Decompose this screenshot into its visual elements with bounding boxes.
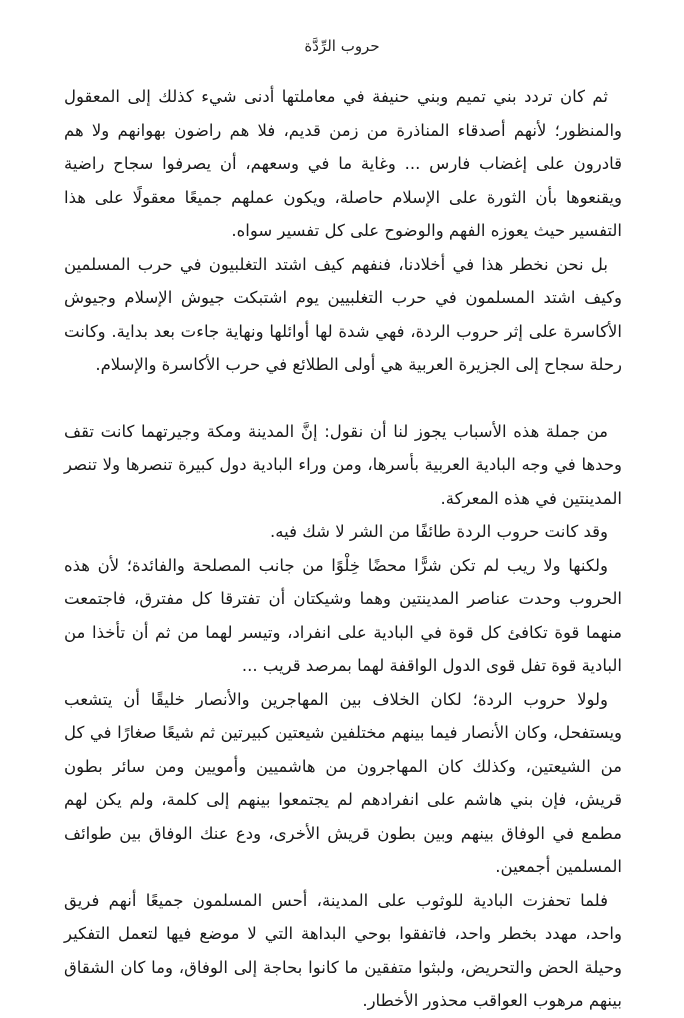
paragraph: فلما تحفزت البادية للوثوب على المدينة، أحس المسلمون جميعًا أنهم فريق واحد، مهدد بخطر واحد، فاتفقوا بوحي البداهة التي لا موضع فيها لتعمل التفكير وحيلة الحض والتحريض، ولبثوا متفقين ما كانوا بحاجة إلى الوفاق، وما كان الشقاق بينهم مرهوب العواقب محذور الأخطار. <box>64 890 622 1010</box>
paragraph: من جملة هذه الأسباب يجوز لنا أن نقول: إنَّ المدينة ومكة وجيرتهما كانت تقف وحدها في وجه البادية العربية بأسرها، ومن وراء البادية دول كبيرة تنصرها ولا تنصر المدينتين في هذه المعركة. <box>64 421 622 508</box>
paragraph: ولكنها ولا ريب لم تكن شرًّا محضًا خِلْوًا من جانب المصلحة والفائدة؛ لأن هذه الحروب وحدت عناصر المدينتين وهما وشيكتان أن تفترقا كل مفترق، فاجتمعت منهما قوة تكافئ كل قوة في البادية على انفراد، وتيسر لهما من ثم أن تأخذا من البادية قوة تفل قوى الدول الواقفة لهما بمرصد قريب ... <box>64 555 622 675</box>
body-text <box>64 80 622 1018</box>
running-header: حروب الرِّدَّة <box>304 37 380 55</box>
paragraph: ولولا حروب الردة؛ لكان الخلاف بين المهاجرين والأنصار خليقًا أن يتشعب ويستفحل، وكان الأنصار فيما بينهم مختلفين شيعتين كبيرتين ثم شيعًا صغارًا في كل من الشيعتين، وكذلك كان المهاجرون من هاشميين وأمويين ومن سائر بطون قريش، فإن بني هاشم على انفرادهم لم يجتمعوا بينهم إلى كلمة، ولم يكن لهم مطمع في الوفاق بينهم وبين بطون قريش الأخرى، ودع عنك الوفاق بين طوائف المسلمين أجمعين. <box>64 689 622 876</box>
paragraph: وقد كانت حروب الردة طائفًا من الشر لا شك فيه. <box>270 522 608 541</box>
paragraph: ثم كان تردد بني تميم وبني حنيفة في معاملتها أدنى شيء كذلك إلى المعقول والمنظور؛ لأنهم أصدقاء المناذرة من زمن قديم، فلا هم راضون بهوانهم ولا هم قادرون على إغضاب فارس ... وغاية ما في وسعهم، أن يصرفوا سجاح راضية ويقنعوها بأن الثورة على الإسلام حاصلة، ويكون عملهم جميعًا معقولًا على هذا التفسير حيث يعوزه الفهم والوضوح على كل تفسير سواه. <box>64 87 622 240</box>
paragraph: بل نحن نخطر هذا في أخلادنا، فنفهم كيف اشتد التغلبيون في حرب المسلمين وكيف اشتد المسلمون في حرب التغلبيين يوم اشتبكت جيوش الإسلام وجيوش الأكاسرة على إثر حروب الردة، فهي شدة لها أوائلها ونهاية جاءت بعد بداية. وكانت رحلة سجاح إلى الجزيرة العربية هي أولى الطلائع في حرب الأكاسرة والإسلام. <box>64 254 622 374</box>
